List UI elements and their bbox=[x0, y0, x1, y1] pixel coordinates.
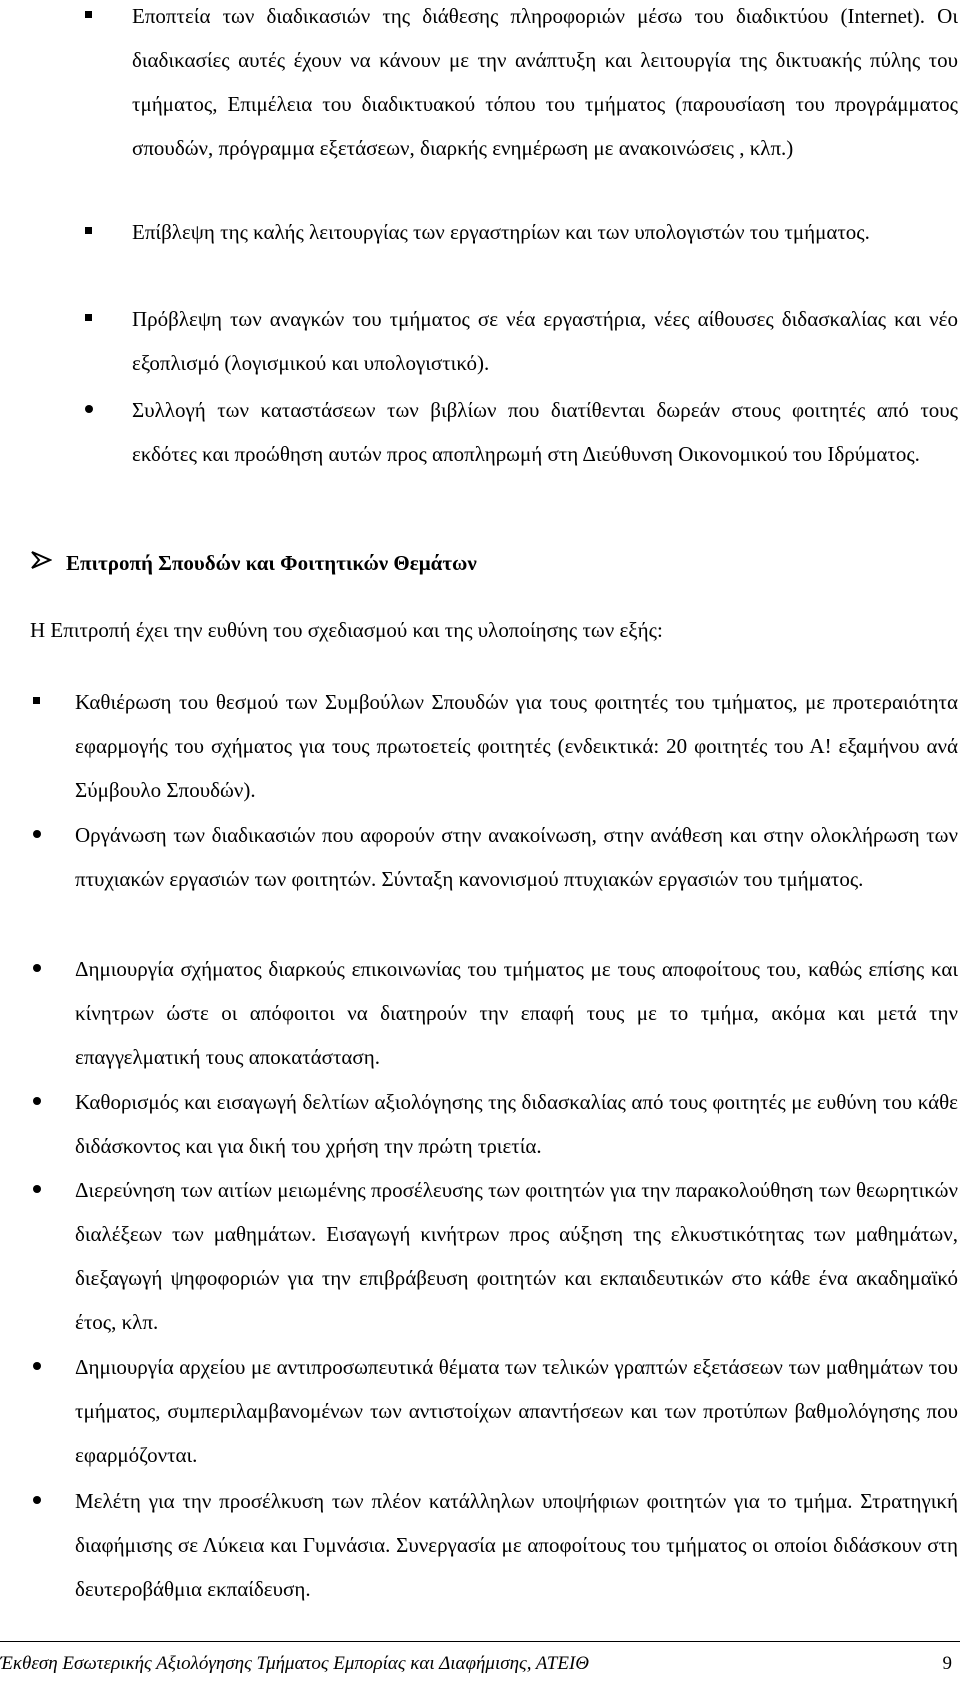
round-bullet-icon bbox=[33, 1185, 41, 1193]
round-bullet-icon bbox=[33, 964, 41, 972]
list-item: Καθιέρωση του θεσμού των Συμβούλων Σπουδών για τους φοιτητές του τμήματος, με προτεραιότητα εφαρμογής του σχήματος για τους πρωτοετείς φοιτητές (ενδεικτικά: 20 φοιτητές του Α! εξαμήνου ανά Σύμβουλο Σπουδών). bbox=[75, 690, 958, 802]
list-item: Μελέτη για την προσέλκυση των πλέον κατάλληλων υποψήφιων φοιτητών για το τμήμα. Στρατηγική διαφήμισης σε Λύκεια και Γυμνάσια. Συνεργασία με αποφοίτους του τμήματος οι οποίοι διδάσκουν στη δευτεροβάθμια εκπαίδευση. bbox=[75, 1489, 958, 1601]
round-bullet-icon bbox=[33, 1097, 41, 1105]
arrow-bullet-icon bbox=[30, 548, 52, 578]
footer-divider bbox=[0, 1641, 960, 1642]
section-heading-text: Επιτροπή Σπουδών και Φοιτητικών Θεμάτων bbox=[66, 551, 477, 575]
section-intro: Η Επιτροπή έχει την ευθύνη του σχεδιασμού και της υλοποίησης των εξής: bbox=[30, 618, 663, 642]
round-bullet-icon bbox=[33, 830, 41, 838]
square-bullet-icon bbox=[85, 227, 92, 234]
list-item: Πρόβλεψη των αναγκών του τμήματος σε νέα εργαστήρια, νέες αίθουσες διδασκαλίας και νέο εξοπλισμό (λογισμικού και υπολογιστικό). bbox=[132, 307, 958, 375]
square-bullet-icon bbox=[85, 11, 92, 18]
round-bullet-icon bbox=[33, 1362, 41, 1370]
list-item: Οργάνωση των διαδικασιών που αφορούν στην ανακοίνωση, στην ανάθεση και στην ολοκλήρωση των πτυχιακών εργασιών των φοιτητών. Σύνταξη κανονισμού πτυχιακών εργασιών του τμήματος. bbox=[75, 823, 958, 891]
list-item: Εποπτεία των διαδικασιών της διάθεσης πληροφοριών μέσω του διαδικτύου (Internet). Οι διαδικασίες αυτές έχουν να κάνουν με την ανάπτυξη και λειτουργία της δικτυακής πύλης του τμήματος, Επιμέλεια του διαδικτυακού τόπου του τμήματος (παρουσίαση του προγράμματος σπουδών, πρόγραμμα εξετάσεων, διαρκής ενημέρωση με ανακοινώσεις , κλπ.) bbox=[132, 4, 958, 160]
list-item: Δημιουργία αρχείου με αντιπροσωπευτικά θέματα των τελικών γραπτών εξετάσεων των μαθημάτων του τμήματος, συμπεριλαμβανομένων των αντιστοίχων απαντήσεων και των προτύπων βαθμολόγησης που εφαρμόζονται. bbox=[75, 1355, 958, 1467]
square-bullet-icon bbox=[85, 314, 92, 321]
section-heading bbox=[30, 548, 477, 578]
round-bullet-icon bbox=[85, 405, 93, 413]
list-item: Καθορισμός και εισαγωγή δελτίων αξιολόγησης της διδασκαλίας από τους φοιτητές με ευθύνη του κάθε διδάσκοντος και για δική του χρήση την πρώτη τριετία. bbox=[75, 1090, 958, 1158]
page-footer: Έκθεση Εσωτερικής Αξιολόγησης Τμήματος Εμπορίας και Διαφήμισης, ΑΤΕΙΘ bbox=[0, 1653, 590, 1674]
list-item: Διερεύνηση των αιτίων μειωμένης προσέλευσης των φοιτητών για την παρακολούθηση των θεωρητικών διαλέξεων των μαθημάτων. Εισαγωγή κινήτρων προς αύξηση της ελκυστικότητας των μαθημάτων, διεξαγωγή ψηφοφοριών για την επιβράβευση φοιτητών και εκπαιδευτικών στο κάθε ένα ακαδημαϊκό έτος, κλπ. bbox=[75, 1178, 958, 1334]
list-item: Συλλογή των καταστάσεων των βιβλίων που διατίθενται δωρεάν στους φοιτητές από τους εκδότες και προώθηση αυτών προς αποπληρωμή στη Διεύθυνση Οικονομικού του Ιδρύματος. bbox=[132, 398, 958, 466]
list-item: Δημιουργία σχήματος διαρκούς επικοινωνίας του τμήματος με τους αποφοίτους του, καθώς επίσης και κίνητρων ώστε οι απόφοιτοι να διατηρούν την επαφή τους με το τμήμα, ακόμα και μετά την επαγγελματική τους αποκατάσταση. bbox=[75, 957, 958, 1069]
square-bullet-icon bbox=[33, 697, 40, 704]
page-number: 9 bbox=[942, 1653, 952, 1674]
round-bullet-icon bbox=[33, 1496, 41, 1504]
list-item: Επίβλεψη της καλής λειτουργίας των εργαστηρίων και των υπολογιστών του τμήματος. bbox=[132, 220, 870, 244]
